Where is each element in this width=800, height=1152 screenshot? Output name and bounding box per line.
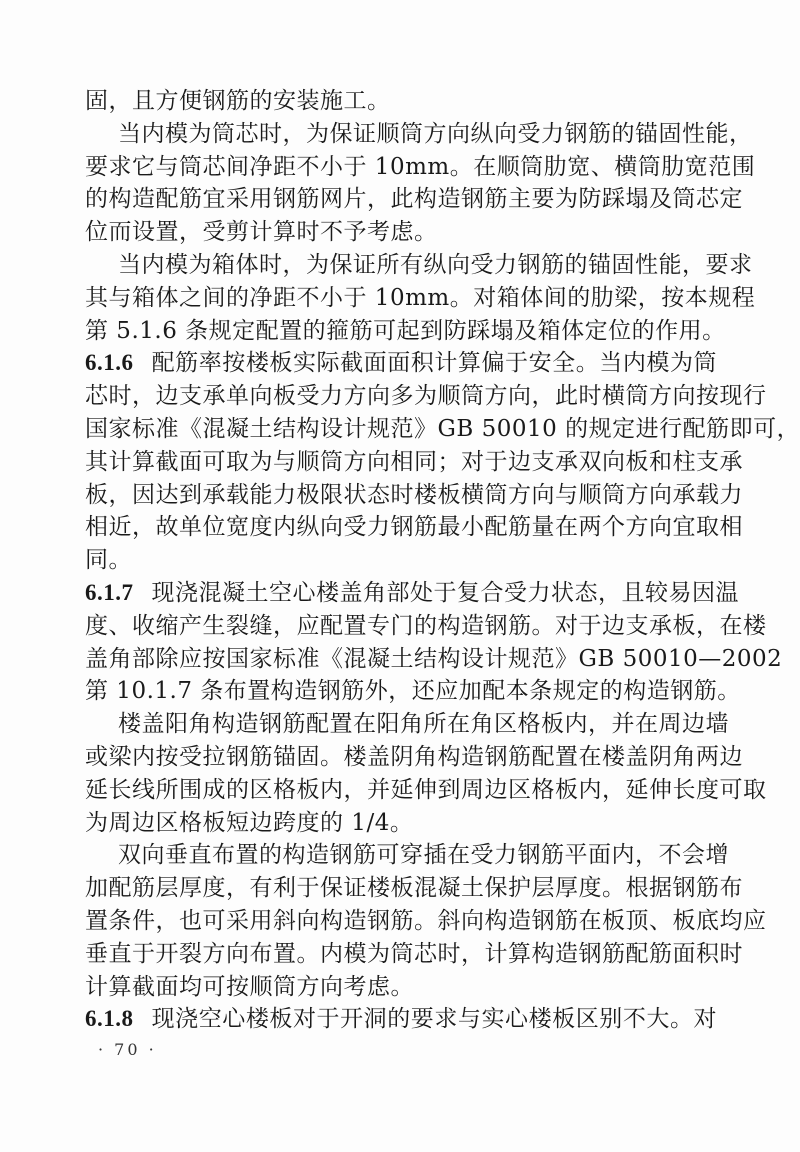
section-number: 6.1.7 bbox=[85, 580, 134, 605]
line-text: 度、收缩产生裂缝，应配置专门的构造钢筋。对于边支承板，在楼 bbox=[85, 612, 767, 639]
line-text: 其计算截面可取为与顺筒方向相同；对于边支承双向板和柱支承 bbox=[85, 448, 743, 475]
text-line bbox=[85, 85, 717, 117]
line-text: 其与箱体之间的净距不小于 10mm。对箱体间的肋梁，按本规程 bbox=[85, 284, 756, 311]
line-text: 板，因达到承载能力极限状态时楼板横筒方向与顺筒方向承载力 bbox=[85, 481, 743, 508]
line-text: 现浇混凝土空心楼盖角部处于复合受力状态，且较易因温 bbox=[151, 580, 739, 606]
line-text: 延长线所围成的区格板内，并延伸到周边区格板内，延伸长度可取 bbox=[85, 776, 767, 803]
text-line bbox=[85, 577, 739, 609]
line-text: 计算截面均可按顺筒方向考虑。 bbox=[85, 973, 414, 1000]
text-line bbox=[85, 741, 743, 773]
line-text: 垂直于开裂方向布置。内模为筒芯时，计算构造钢筋配筋面积时 bbox=[85, 940, 743, 967]
text-line bbox=[85, 511, 743, 543]
page-number: · 70 · bbox=[98, 1040, 157, 1059]
text-line bbox=[85, 479, 743, 511]
line-text: 的构造配筋宜采用钢筋网片，此构造钢筋主要为防踩塌及筒芯定 bbox=[85, 186, 743, 213]
text-line bbox=[118, 249, 753, 281]
text-line bbox=[85, 643, 783, 675]
text-line bbox=[118, 118, 753, 150]
line-text: 固，且方便钢筋的安装施工。 bbox=[85, 88, 391, 114]
line-text: 国家标准《混凝土结构设计规范》GB 50010 的规定进行配筋即可， bbox=[85, 416, 800, 442]
text-line bbox=[85, 216, 717, 248]
line-text: 置条件，也可采用斜向构造钢筋。斜向构造钢筋在板顶、板底均应 bbox=[85, 908, 767, 934]
line-text: 第 5.1.6 条规定配置的箍筋可起到防踩塌及箱体定位的作用。 bbox=[85, 317, 726, 344]
line-text: 现浇空心楼板对于开洞的要求与实心楼板区别不大。对 bbox=[151, 1006, 717, 1033]
text-line bbox=[85, 282, 756, 314]
line-text: 位而设置，受剪计算时不予考虑。 bbox=[85, 219, 438, 246]
line-text: 第 10.1.7 条布置构造钢筋外，还应加配本条规定的构造钢筋。 bbox=[85, 678, 741, 705]
text-line bbox=[85, 675, 741, 707]
line-text: 或梁内按受拉钢筋锚固。楼盖阴角构造钢筋配置在楼盖阴角两边 bbox=[85, 744, 743, 770]
line-text: 配筋率按楼板实际截面面积计算偏于安全。当内模为筒 bbox=[151, 350, 717, 377]
line-text: 盖角部除应按国家标准《混凝土结构设计规范》GB 50010—2002 bbox=[85, 645, 783, 672]
text-line bbox=[85, 151, 756, 183]
line-text: 双向垂直布置的构造钢筋可穿插在受力钢筋平面内，不会增 bbox=[118, 842, 729, 869]
text-line bbox=[85, 183, 743, 215]
text-line bbox=[85, 1003, 717, 1035]
text-line bbox=[85, 807, 717, 839]
text-line bbox=[85, 872, 743, 904]
line-text: 相近，故单位宽度内纵向受力钢筋最小配筋量在两个方向宜取相 bbox=[85, 514, 743, 541]
text-line bbox=[85, 774, 767, 806]
line-text: 要求它与筒芯间净距不小于 10mm。在顺筒肋宽、横筒肋宽范围 bbox=[85, 153, 756, 180]
text-line bbox=[118, 708, 729, 740]
text-line bbox=[85, 544, 717, 576]
text-line bbox=[85, 315, 726, 347]
text-line bbox=[85, 413, 800, 445]
line-text: 同。 bbox=[85, 547, 132, 574]
section-number: 6.1.8 bbox=[85, 1006, 134, 1032]
text-line bbox=[85, 938, 743, 970]
line-text: 芯时，边支承单向板受力方向多为顺筒方向，此时横筒方向按现行 bbox=[85, 383, 767, 410]
text-line bbox=[85, 347, 717, 379]
line-text: 为周边区格板短边跨度的 1/4。 bbox=[85, 809, 414, 836]
text-line bbox=[85, 380, 767, 412]
text-line bbox=[85, 446, 743, 478]
text-line bbox=[85, 610, 767, 642]
line-text: 楼盖阳角构造钢筋配置在阳角所在角区格板内，并在周边墙 bbox=[118, 711, 729, 738]
text-line bbox=[85, 971, 717, 1003]
line-text: 当内模为箱体时，为保证所有纵向受力钢筋的锚固性能，要求 bbox=[118, 252, 753, 278]
section-number: 6.1.6 bbox=[85, 350, 134, 376]
line-text: 当内模为筒芯时，为保证顺筒方向纵向受力钢筋的锚固性能， bbox=[118, 120, 753, 147]
text-line bbox=[118, 839, 729, 871]
text-line bbox=[85, 905, 767, 937]
line-text: 加配筋层厚度，有利于保证楼板混凝土保护层厚度。根据钢筋布 bbox=[85, 875, 743, 902]
